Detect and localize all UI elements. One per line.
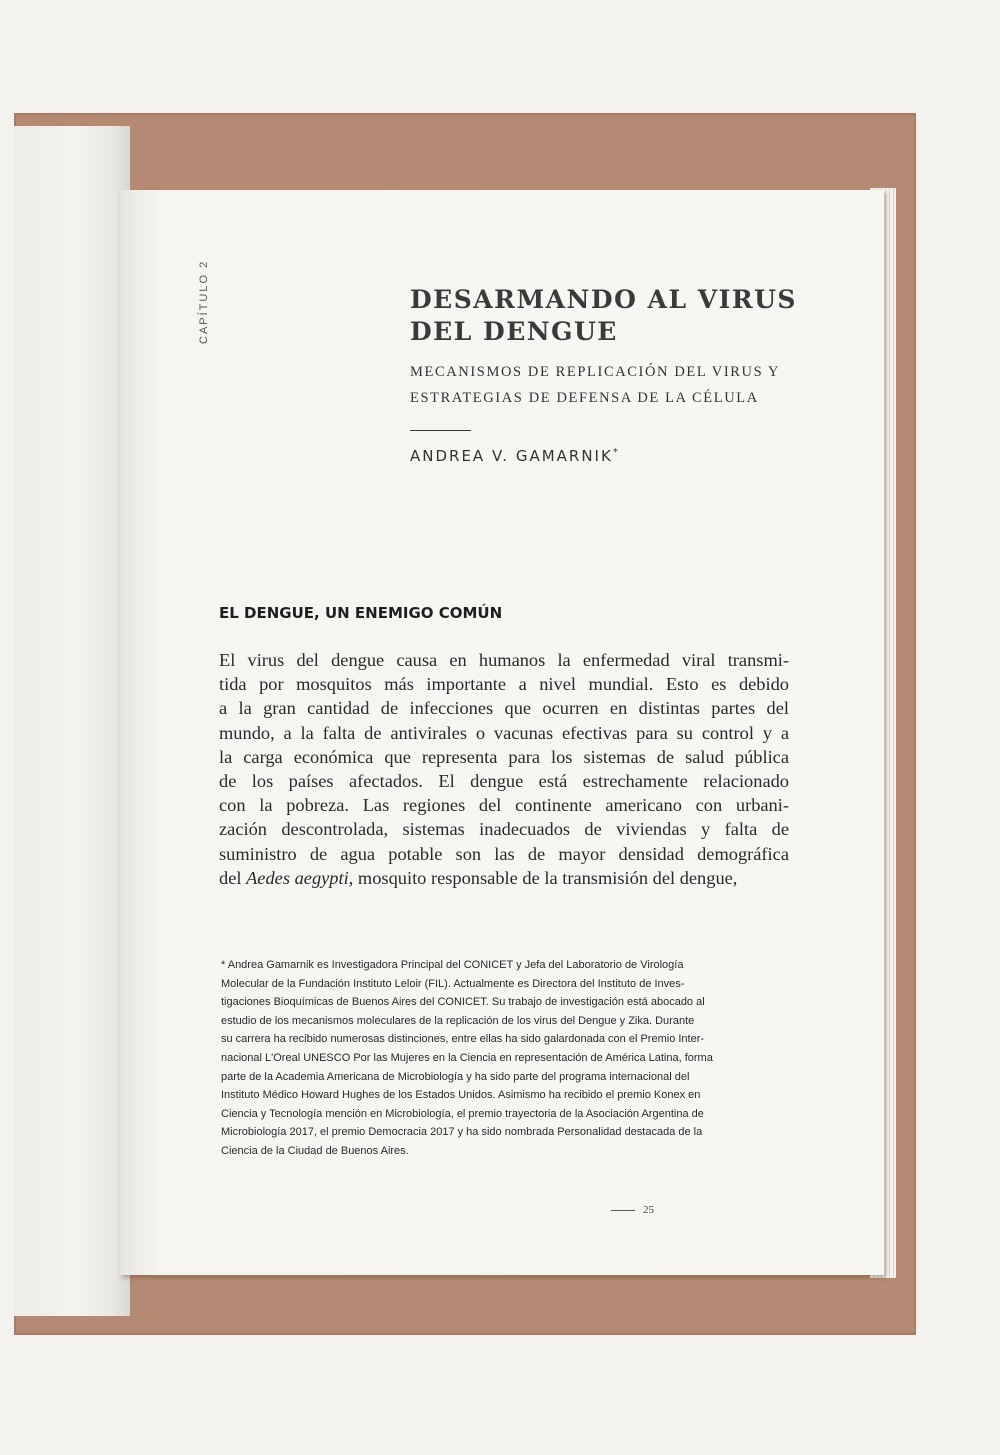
body-line — [219, 866, 789, 890]
left-page — [14, 126, 130, 1316]
footnote-line: parte de la Academia Americana de Microbiología y ha sido parte del programa internacional del — [221, 1070, 690, 1083]
title-line: DESARMANDO AL VIRUS — [410, 285, 797, 314]
body-line: suministro de agua potable son las de mayor densidad demográfica — [219, 843, 789, 864]
footnote-line: su carrera ha recibido numerosas distinciones, entre ellas ha sido galardonada con el Premio Inter- — [221, 1033, 705, 1046]
body-line: la carga económica que representa para los sistemas de salud pública — [219, 746, 789, 767]
species-name: Aedes aegypti — [246, 867, 349, 888]
title-divider — [410, 430, 471, 431]
chapter-subtitle — [410, 359, 850, 411]
body-line: zación descontrolada, sistemas inadecuados de viviendas y falta de — [219, 819, 789, 840]
footnote — [221, 956, 784, 1161]
body-text-segment: del — [219, 867, 247, 888]
subtitle-line: ESTRATEGIAS DE DEFENSA DE LA CÉLULA — [410, 390, 759, 406]
footnote-mark: * — [612, 447, 618, 458]
footnote-line: tigaciones Bioquímicas de Buenos Aires del CONICET. Su trabajo de investigación está abocado al — [221, 996, 705, 1009]
footnote-line: Ciencia y Tecnología mención en Microbiología, el premio trayectoria de la Asociación Argentina de — [221, 1107, 704, 1120]
body-line: mundo, a la falta de antivirales o vacunas efectivas para su control y a — [219, 722, 789, 743]
page-number-value: 25 — [643, 1204, 654, 1216]
footnote-line: Ciencia de la Ciudad de Buenos Aires. — [221, 1144, 409, 1157]
body-line: El virus del dengue causa en humanos la enfermedad viral transmi- — [219, 650, 789, 670]
author-name — [410, 447, 618, 465]
section-heading: EL DENGUE, UN ENEMIGO COMÚN — [219, 604, 503, 622]
chapter-title — [410, 284, 830, 348]
page-number-dash — [611, 1210, 635, 1211]
footnote-line: nacional L'Oreal UNESCO Por las Mujeres en la Ciencia en representación de América Latina, forma — [221, 1051, 713, 1064]
footnote-line: * Andrea Gamarnik es Investigadora Principal del CONICET y Jefa del Laboratorio de Virología — [221, 959, 684, 971]
body-paragraph — [219, 648, 789, 890]
page-number — [611, 1204, 654, 1216]
body-line: tida por mosquitos más importante a nivel mundial. Esto es debido — [219, 674, 789, 695]
chapter-label: CAPÍTULO 2 — [198, 259, 210, 344]
body-text-segment: , mosquito responsable de la transmisión del dengue, — [348, 867, 738, 888]
body-line: con la pobreza. Las regiones del continente americano con urbani- — [219, 795, 789, 816]
subtitle-line: MECANISMOS DE REPLICACIÓN DEL VIRUS Y — [410, 364, 781, 380]
footnote-line: estudio de los mecanismos moleculares de la replicación de los virus del Dengue y Zika. Durante — [221, 1014, 695, 1027]
footnote-line: Instituto Médico Howard Hughes de los Estados Unidos. Asimismo ha recibido el premio Konex en — [221, 1089, 701, 1102]
author-name-text: ANDREA V. GAMARNIK — [410, 447, 613, 465]
footnote-line: Microbiología 2017, el premio Democracia 2017 y ha sido nombrada Personalidad destacada de la — [221, 1126, 703, 1139]
body-line: de los países afectados. El dengue está estrechamente relacionado — [219, 771, 789, 792]
body-line: a la gran cantidad de infecciones que ocurren en distintas partes del — [219, 698, 789, 719]
title-line: DEL DENGUE — [410, 317, 618, 346]
footnote-line: Molecular de la Fundación Instituto Leloir (FIL). Actualmente es Directora del Instituto de Inves- — [221, 977, 685, 990]
